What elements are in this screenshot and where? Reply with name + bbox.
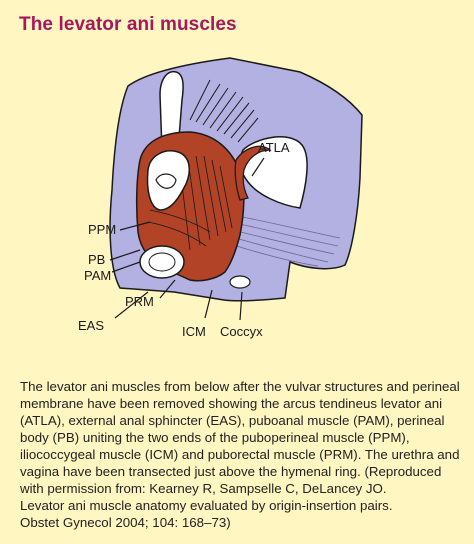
figure-caption [20, 378, 460, 531]
caption-line-2: Levator ani muscle anatomy evaluated by origin-insertion pairs. [20, 498, 393, 513]
label-icm: ICM [182, 324, 206, 339]
label-eas: EAS [78, 318, 105, 333]
label-atla: ATLA [258, 140, 290, 155]
label-pam: PAM [84, 268, 112, 283]
label-prm: PRM [125, 294, 154, 309]
anal-lumen [149, 253, 175, 271]
caption-line-3: Obstet Gynecol 2004; 104: 168–73) [20, 515, 231, 530]
caption-main: The levator ani muscles from below after the vulvar structures and perineal membrane have been removed showing the arcus tendineus levator ani (ATLA), external anal sphincter (EAS), puboanal muscle (PAM), perineal body (PB) uniting the two ends of the puboperineal muscle (PPM), iliococcygeal muscle (ICM) and puborectal muscle (PRM). The urethra and vagina have been transected just above the hymenal ring. (Reproduced with permission from: Kearney R, Sampselle C, DeLancey JO. [20, 379, 460, 496]
label-pb: PB [88, 252, 106, 267]
coccyx-shape [230, 276, 250, 288]
label-ppm: PPM [88, 222, 117, 237]
label-coccyx: Coccyx [220, 324, 263, 339]
figure-title: The levator ani muscles [19, 14, 237, 35]
